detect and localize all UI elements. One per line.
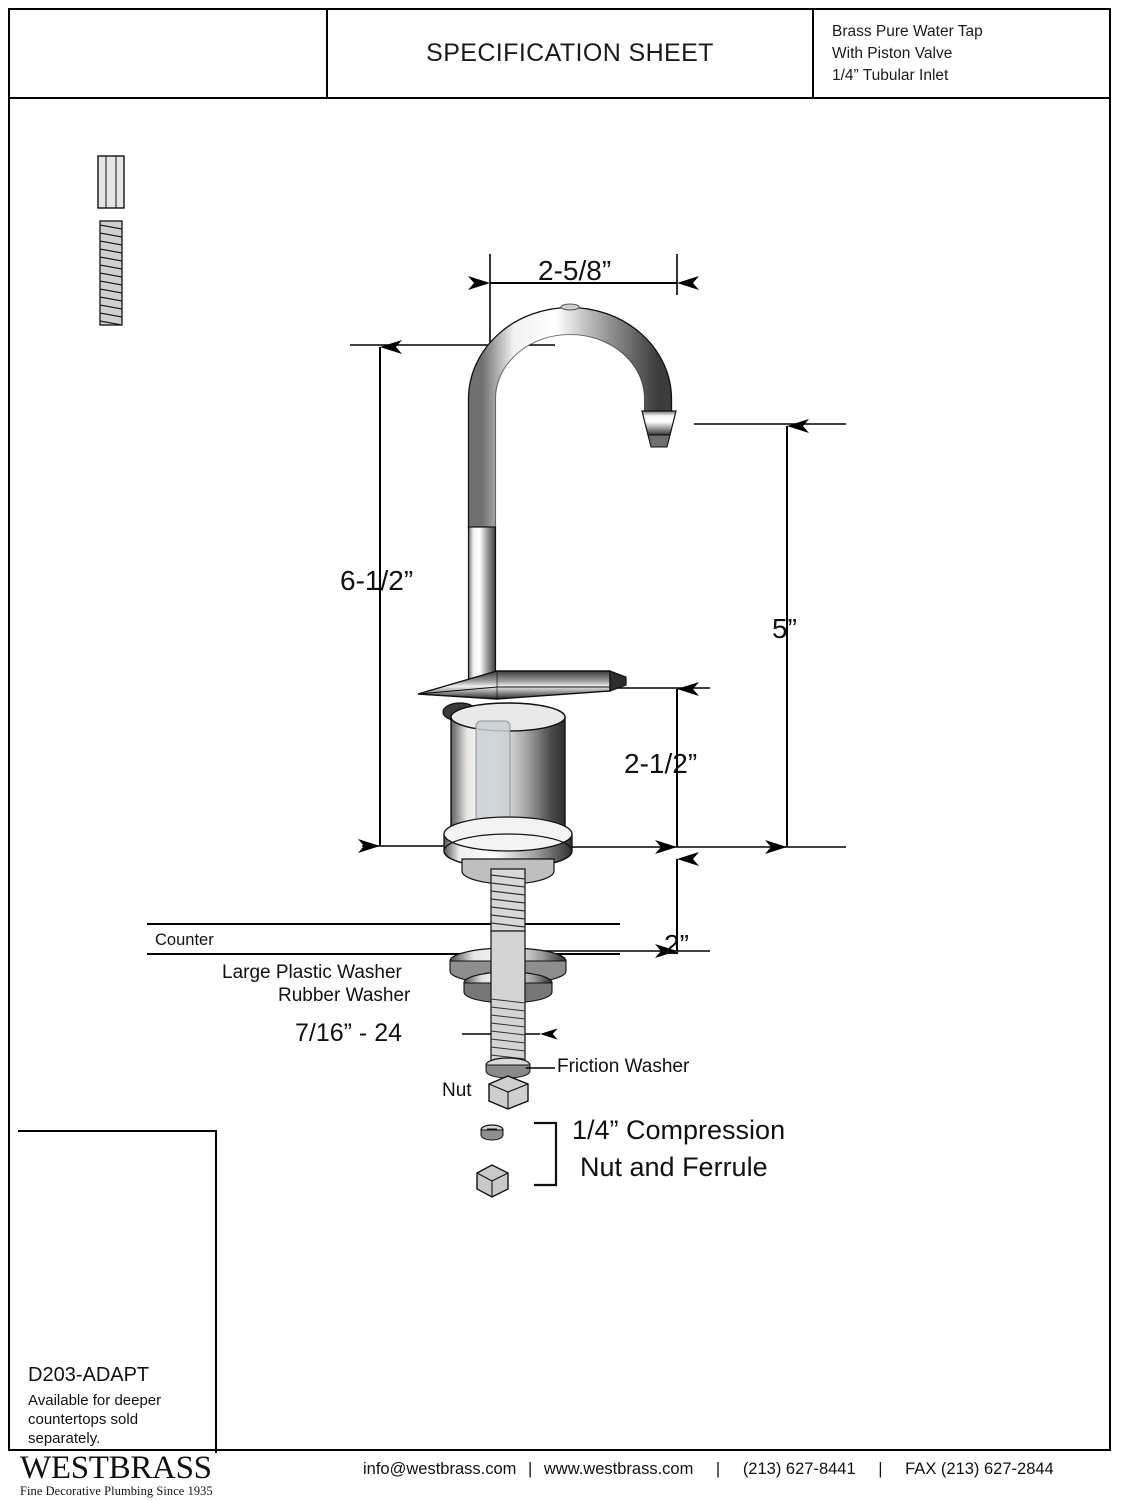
- callout-large-plastic-washer: Large Plastic Washer: [222, 962, 402, 983]
- contact-phone: (213) 627-8441: [742, 1460, 856, 1478]
- header-title-cell: [328, 10, 814, 97]
- callout-rubber-washer: Rubber Washer: [278, 985, 411, 1006]
- contact-fax: FAX (213) 627-2844: [905, 1460, 1054, 1478]
- page-title: SPECIFICATION SHEET: [426, 39, 714, 67]
- adapter-note: Available for deeper countertops sold separately.: [28, 1392, 162, 1447]
- dimension-spout-height: 5”: [772, 613, 797, 644]
- adapter-info-box: [18, 1130, 217, 1453]
- callout-nut: Nut: [442, 1080, 472, 1101]
- adapter-part-code: D203-ADAPT: [28, 1364, 150, 1386]
- contact-info: [363, 1460, 1054, 1479]
- contact-separator-1: |: [527, 1460, 533, 1478]
- product-line-3: 1/4” Tubular Inlet: [832, 67, 949, 84]
- product-line-1: Brass Pure Water Tap: [832, 23, 983, 40]
- dimension-thread-size: 7/16” - 24: [295, 1019, 403, 1047]
- contact-separator-2: |: [715, 1460, 721, 1478]
- contact-separator-3: |: [878, 1460, 883, 1478]
- brand-tagline: Fine Decorative Plumbing Since 1935: [20, 1484, 213, 1498]
- dimension-handle-height: 2-1/2”: [624, 748, 698, 779]
- product-line-2: With Piston Valve: [832, 45, 953, 62]
- header-logo-cell: [10, 10, 328, 97]
- dimension-spout-reach: 2-5/8”: [538, 255, 612, 286]
- dimension-shank-length: 2”: [664, 929, 689, 960]
- contact-email[interactable]: info@westbrass.com: [363, 1460, 517, 1478]
- callout-compression-line-1: 1/4” Compression: [572, 1115, 786, 1145]
- sheet-header: [10, 10, 1109, 99]
- callout-counter: Counter: [155, 931, 214, 949]
- sheet-footer: [8, 1451, 1111, 1500]
- contact-website[interactable]: www.westbrass.com: [543, 1460, 694, 1478]
- dimension-overall-height: 6-1/2”: [340, 565, 414, 596]
- callout-compression-line-2: Nut and Ferrule: [580, 1152, 768, 1182]
- callout-friction-washer: Friction Washer: [557, 1056, 690, 1077]
- specification-sheet: [8, 8, 1111, 1451]
- header-product-cell: [814, 10, 1109, 97]
- brand-logo: [20, 1451, 213, 1499]
- brand-name: WESTBRASS: [20, 1450, 212, 1486]
- adapter-part-drawing: [98, 156, 124, 325]
